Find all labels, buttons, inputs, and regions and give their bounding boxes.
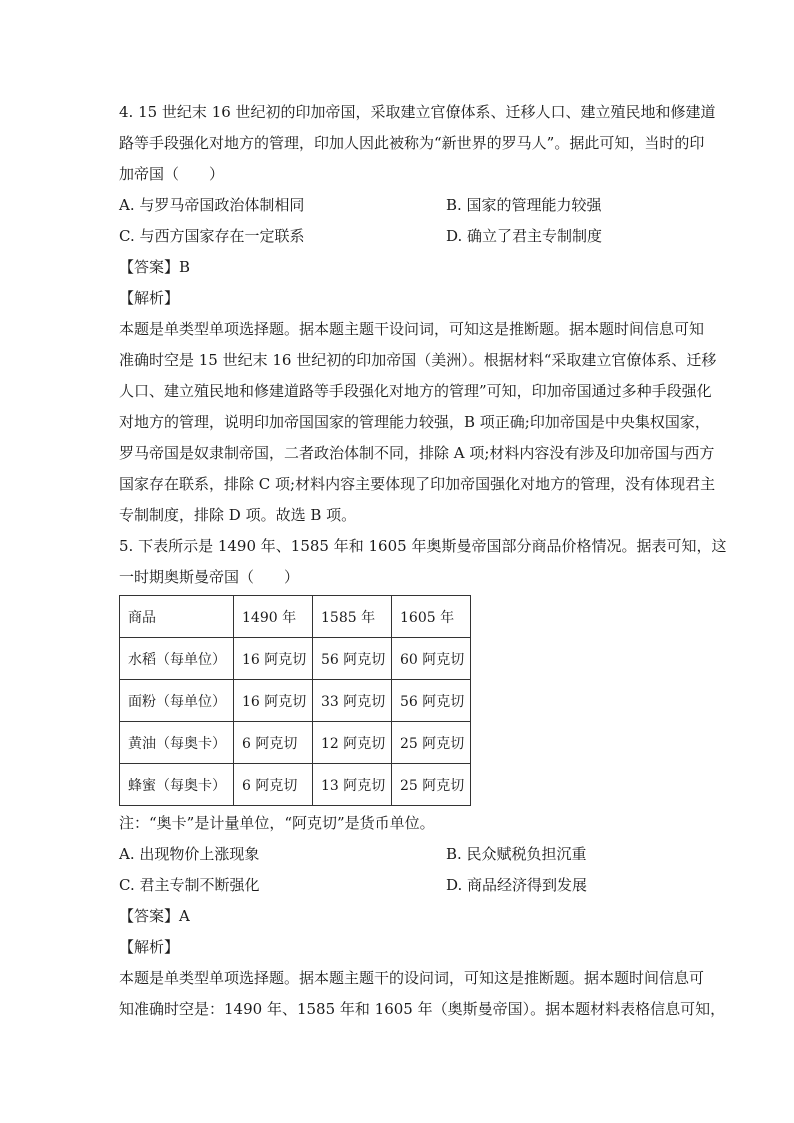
- table-row: [120, 638, 471, 680]
- q4-answer: 【答案】B: [119, 258, 191, 276]
- q5-option-c: C. 君主专制不断强化: [119, 876, 260, 894]
- table-row: [120, 764, 471, 806]
- table-cell: 6 阿克切: [234, 764, 313, 806]
- table-header-cell: 1490 年: [234, 596, 313, 638]
- q4-option-c: C. 与西方国家存在一定联系: [119, 227, 305, 245]
- q4-option-b: B. 国家的管理能力较强: [446, 196, 602, 214]
- q4-stem-line-3: 加帝国（ ）: [119, 165, 225, 183]
- q4-option-a: A. 与罗马帝国政治体制相同: [119, 196, 305, 214]
- q4-analysis-heading: 【解析】: [119, 289, 180, 307]
- table-header-cell: 商品: [120, 596, 234, 638]
- q4-analysis-line-1: 本题是单类型单项选择题。据本题主题干设问词，可知这是推断题。据本题时间信息可知: [119, 320, 705, 338]
- table-cell: 25 阿克切: [392, 764, 471, 806]
- table-cell: 60 阿克切: [392, 638, 471, 680]
- q5-stem-line-1: 5. 下表所示是 1490 年、1585 年和 1605 年奥斯曼帝国部分商品价格情况。据表可知，这: [119, 537, 727, 555]
- q5-option-b: B. 民众赋税负担沉重: [446, 845, 587, 863]
- q5-option-d: D. 商品经济得到发展: [446, 876, 588, 894]
- table-header-cell: 1605 年: [392, 596, 471, 638]
- q5-analysis-line-2: 知准确时空是：1490 年、1585 年和 1605 年（奥斯曼帝国）。据本题材料表格信息可知，: [119, 1000, 726, 1018]
- q4-analysis-line-7: 专制制度，排除 D 项。故选 B 项。: [119, 506, 357, 524]
- table-cell: 56 阿克切: [313, 638, 392, 680]
- table-cell: 水稻（每单位）: [120, 638, 234, 680]
- table-cell: 33 阿克切: [313, 680, 392, 722]
- q4-analysis-line-4: 对地方的管理，说明印加帝国国家的管理能力较强，B 项正确;印加帝国是中央集权国家，: [119, 413, 710, 431]
- table-cell: 面粉（每单位）: [120, 680, 234, 722]
- table-cell: 13 阿克切: [313, 764, 392, 806]
- table-row: [120, 680, 471, 722]
- table-cell: 16 阿克切: [234, 680, 313, 722]
- table-cell: 16 阿克切: [234, 638, 313, 680]
- table-cell: 12 阿克切: [313, 722, 392, 764]
- q4-stem-line-2: 路等手段强化对地方的管理，印加人因此被称为“新世界的罗马人”。据此可知，当时的印: [119, 134, 705, 152]
- q4-stem-line-1: 4. 15 世纪末 16 世纪初的印加帝国，采取建立官僚体系、迁移人口、建立殖民地和修建道: [119, 103, 716, 121]
- q5-analysis-heading: 【解析】: [119, 938, 180, 956]
- q4-analysis-line-2: 准确时空是 15 世纪末 16 世纪初的印加帝国（美洲）。根据材料“采取建立官僚体系、迁移: [119, 351, 717, 369]
- q4-analysis-line-3: 人口、建立殖民地和修建道路等手段强化对地方的管理”可知，印加帝国通过多种手段强化: [119, 382, 712, 400]
- table-cell: 6 阿克切: [234, 722, 313, 764]
- q5-option-a: A. 出现物价上涨现象: [119, 845, 260, 863]
- table-header-cell: 1585 年: [313, 596, 392, 638]
- table-cell: 黄油（每奥卡）: [120, 722, 234, 764]
- table-cell: 蜂蜜（每奥卡）: [120, 764, 234, 806]
- table-row: [120, 722, 471, 764]
- q4-analysis-line-6: 国家存在联系，排除 C 项;材料内容主要体现了印加帝国强化对地方的管理，没有体现君主: [119, 475, 716, 493]
- price-table: [119, 595, 471, 806]
- q4-option-d: D. 确立了君主专制制度: [446, 227, 603, 245]
- table-cell: 25 阿克切: [392, 722, 471, 764]
- q5-answer: 【答案】A: [119, 907, 190, 925]
- q5-stem-line-2: 一时期奥斯曼帝国（ ）: [119, 568, 300, 586]
- q5-analysis-line-1: 本题是单类型单项选择题。据本题主题干的设问词，可知这是推断题。据本题时间信息可: [119, 969, 705, 987]
- q4-analysis-line-5: 罗马帝国是奴隶制帝国，二者政治体制不同，排除 A 项;材料内容没有涉及印加帝国与西方: [119, 444, 715, 462]
- q5-note: 注：“奥卡”是计量单位，“阿克切”是货币单位。: [119, 814, 435, 832]
- table-cell: 56 阿克切: [392, 680, 471, 722]
- table-header-row: [120, 596, 471, 638]
